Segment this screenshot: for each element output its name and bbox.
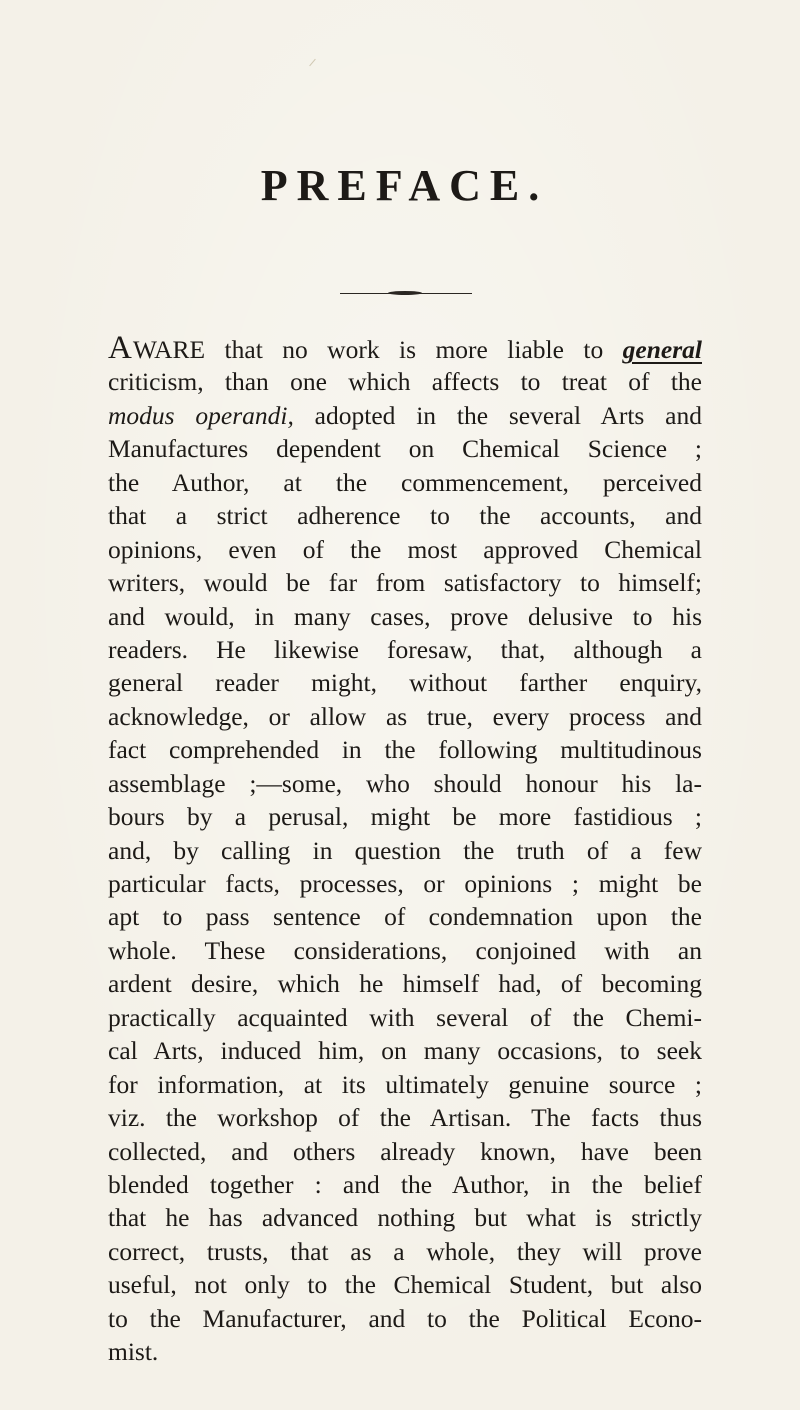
text-line: and, by calling in question the truth of a few	[108, 835, 702, 865]
text-line: practically acquainted with several of the Chemi-	[108, 1002, 702, 1032]
text-line: acknowledge, or allow as true, every process and	[108, 701, 702, 731]
ornamental-rule	[340, 292, 472, 294]
preface-paragraph	[108, 332, 702, 1369]
text-line: correct, trusts, that as a whole, they will prove	[108, 1236, 702, 1266]
text-line: Manufactures dependent on Chemical Science ;	[108, 434, 702, 464]
text-line: to the Manufacturer, and to the Political Econo-	[108, 1303, 702, 1333]
text-line: assemblage ;—some, who should honour his la-	[108, 768, 702, 798]
opening-capital: A	[108, 330, 133, 366]
text-line: mist.	[108, 1337, 159, 1367]
text-line: cal Arts, induced him, on many occasions, to seek	[108, 1036, 702, 1066]
text-line: general reader might, without farther enquiry,	[108, 668, 702, 698]
opening-word-rest: WARE	[132, 335, 206, 364]
italic-phrase: modus operandi,	[108, 400, 294, 430]
line-text: that no work is more liable to	[205, 335, 623, 364]
text-line: for information, at its ultimately genuine source ;	[108, 1069, 702, 1099]
text-line: blended together : and the Author, in the belief	[108, 1169, 702, 1199]
text-line: writers, would be far from satisfactory to himself;	[108, 568, 702, 598]
text-line: useful, not only to the Chemical Student, but also	[108, 1270, 702, 1300]
text-line: apt to pass sentence of condemnation upon the	[108, 902, 702, 932]
text-line: that a strict adherence to the accounts, and	[108, 501, 702, 531]
text-line: that he has advanced nothing but what is strictly	[108, 1203, 702, 1233]
text-line: ardent desire, which he himself had, of becoming	[108, 969, 702, 999]
text-line: whole. These considerations, conjoined with an	[108, 935, 702, 965]
text-line: collected, and others already known, have been	[108, 1136, 702, 1166]
paper-mark	[309, 59, 316, 67]
emphasized-word: general	[622, 335, 702, 364]
text-line: particular facts, processes, or opinions ; might be	[108, 869, 702, 898]
text-line	[108, 399, 702, 432]
text-line: and would, in many cases, prove delusive to his	[108, 601, 702, 631]
page-title: PREFACE.	[260, 161, 549, 210]
text-line: opinions, even of the most approved Chemical	[108, 534, 702, 564]
text-line: bours by a perusal, might be more fastidious ;	[108, 802, 702, 832]
text-line	[108, 332, 702, 365]
text-line: criticism, than one which affects to treat of the	[108, 367, 702, 397]
line-text: adopted in the several Arts and	[293, 400, 702, 430]
text-line: the Author, at the commencement, perceived	[108, 467, 702, 497]
text-line: readers. He likewise foresaw, that, although a	[108, 634, 702, 664]
text-line: fact comprehended in the following multitudinous	[108, 735, 702, 765]
rule-swell	[388, 291, 422, 295]
text-line: viz. the workshop of the Artisan. The facts thus	[108, 1103, 702, 1133]
